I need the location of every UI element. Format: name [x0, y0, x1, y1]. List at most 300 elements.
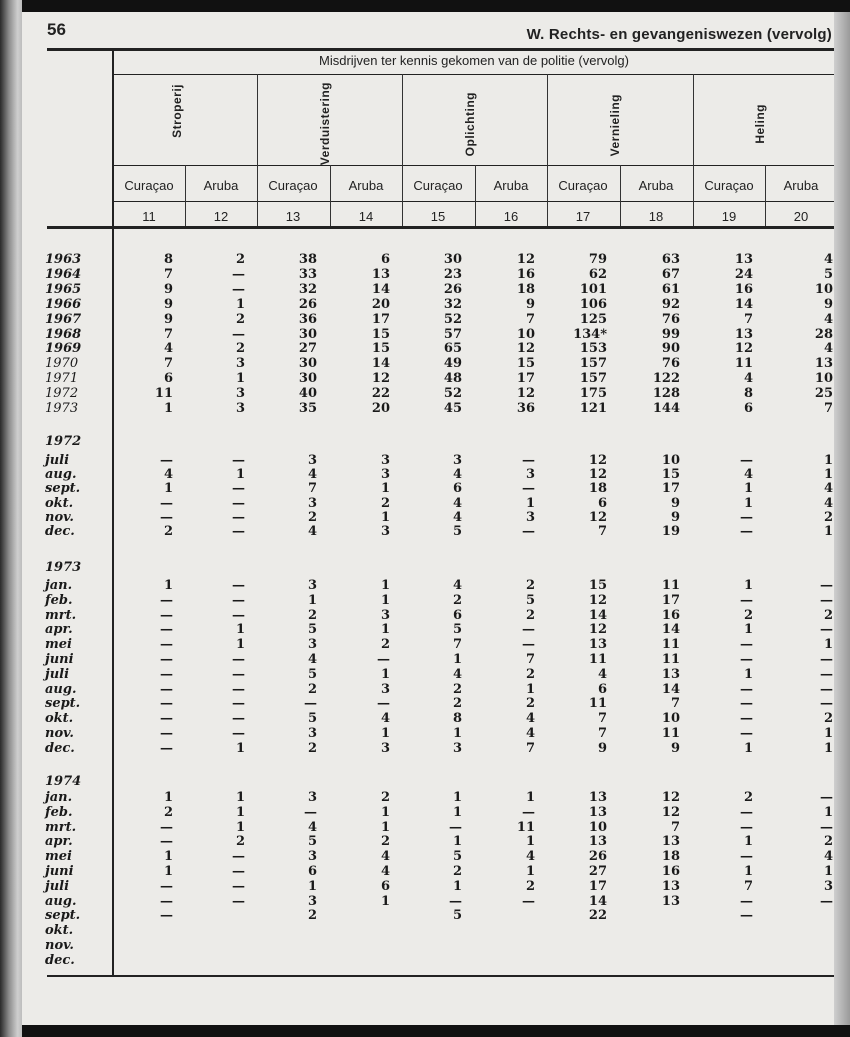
table-cell: 2 — [307, 740, 317, 756]
table-cell: 6 — [380, 878, 390, 894]
table-cell: 11 — [734, 356, 753, 372]
offence-header-stroperij: Stroperij — [170, 84, 184, 138]
table-cell: 8 — [743, 386, 753, 402]
block-heading: 1974 — [45, 774, 82, 789]
table-cell: — — [522, 804, 535, 820]
table-row — [22, 667, 834, 682]
table-cell: 2 — [452, 592, 462, 608]
table-cell: 1 — [743, 864, 753, 879]
table-cell: 3 — [823, 878, 833, 894]
table-cell: 11 — [661, 652, 680, 667]
table-cell: 128 — [652, 386, 680, 402]
row-label: 1968 — [45, 326, 82, 342]
table-cell: 40 — [298, 386, 317, 402]
table-cell: 57 — [443, 326, 462, 342]
table-cell: — — [820, 652, 833, 667]
table-cell: 16 — [661, 864, 680, 879]
table-cell: 157 — [579, 356, 607, 372]
table-cell: 175 — [579, 386, 607, 402]
table-cell: 30 — [298, 356, 317, 372]
row-label: 1969 — [45, 341, 82, 357]
table-cell: 26 — [298, 296, 317, 312]
table-cell: 1 — [743, 481, 753, 497]
row-label: mei — [45, 849, 72, 865]
table-cell: 5 — [452, 908, 462, 924]
table-cell: — — [740, 893, 753, 909]
row-label: juni — [45, 652, 74, 667]
table-cell: 49 — [443, 356, 462, 372]
table-cell: 2 — [743, 607, 753, 623]
table-cell: 14 — [734, 296, 753, 312]
table-cell: 13 — [588, 637, 607, 653]
table-row — [22, 282, 834, 297]
table-cell: 5 — [525, 592, 535, 608]
table-cell: — — [160, 607, 173, 623]
table-cell: 6 — [597, 681, 607, 697]
table-cell: 12 — [371, 371, 390, 387]
offence-header-vernieling: Vernieling — [608, 94, 622, 157]
row-label: 1966 — [45, 296, 82, 312]
table-cell: 4 — [452, 467, 462, 483]
table-cell: 1 — [163, 849, 173, 865]
table-cell: — — [740, 849, 753, 865]
row-label: aug. — [45, 893, 77, 909]
table-cell: 3 — [380, 681, 390, 697]
table-cell: — — [740, 592, 753, 608]
table-cell: 101 — [579, 281, 607, 297]
table-cell: 12 — [588, 592, 607, 608]
table-cell: 3 — [307, 790, 317, 805]
table-cell: 26 — [443, 281, 462, 297]
table-cell: 12 — [661, 790, 680, 805]
table-cell: 4 — [743, 467, 753, 483]
table-cell: 2 — [380, 834, 390, 850]
table-cell: 30 — [298, 371, 317, 387]
table-cell: 1 — [743, 666, 753, 682]
table-cell: 13 — [588, 834, 607, 850]
table-cell: 7 — [525, 652, 535, 667]
column-divider — [257, 74, 258, 226]
table-cell: 4 — [380, 849, 390, 865]
table-cell: — — [740, 681, 753, 697]
table-cell: 2 — [235, 252, 245, 267]
header-bottom-rule — [47, 226, 834, 229]
row-label: 1967 — [45, 311, 82, 327]
table-cell: 52 — [443, 386, 462, 402]
table-row — [22, 908, 834, 923]
table-cell: 4 — [163, 467, 173, 483]
table-cell: 8 — [452, 711, 462, 727]
table-cell: — — [160, 696, 173, 712]
table-cell: 3 — [235, 356, 245, 372]
table-row — [22, 453, 834, 468]
table-cell: — — [160, 592, 173, 608]
row-label: apr. — [45, 834, 73, 850]
table-cell: 3 — [380, 607, 390, 623]
table-cell: — — [449, 893, 462, 909]
row-label: dec. — [45, 952, 75, 968]
table-cell: — — [232, 509, 245, 525]
table-cell: 1 — [235, 622, 245, 638]
table-cell: 16 — [661, 607, 680, 623]
table-row — [22, 578, 834, 593]
row-label: 1973 — [45, 401, 79, 416]
table-cell: 1 — [163, 578, 173, 593]
table-cell: 11 — [588, 652, 607, 667]
table-cell: 11 — [588, 696, 607, 712]
table-cell: 1 — [235, 790, 245, 805]
table-cell: 13 — [661, 666, 680, 682]
table-row — [22, 327, 834, 342]
table-cell: 67 — [661, 266, 680, 282]
table-cell: 65 — [443, 341, 462, 357]
table-row — [22, 923, 834, 938]
table-cell: 2 — [525, 666, 535, 682]
table-cell: 36 — [516, 401, 535, 416]
table-cell: 4 — [163, 341, 173, 357]
table-cell: — — [522, 453, 535, 468]
table-cell: 1 — [380, 804, 390, 820]
table-cell: — — [522, 622, 535, 638]
table-cell: 9 — [163, 311, 173, 327]
table-cell: 92 — [661, 296, 680, 312]
table-cell: 16 — [516, 266, 535, 282]
table-cell: 13 — [588, 790, 607, 805]
table-cell: 13 — [734, 326, 753, 342]
table-cell: 1 — [525, 834, 535, 850]
table-row — [22, 834, 834, 849]
table-cell: — — [740, 804, 753, 820]
row-label: 1964 — [45, 266, 82, 282]
table-cell: 19 — [661, 524, 680, 539]
table-cell: 2 — [307, 681, 317, 697]
table-cell: 3 — [235, 386, 245, 402]
table-cell: 14 — [661, 681, 680, 697]
table-cell: 12 — [661, 804, 680, 820]
table-cell: 5 — [452, 622, 462, 638]
table-cell: — — [232, 592, 245, 608]
table-row — [22, 252, 834, 267]
table-cell: 30 — [298, 326, 317, 342]
row-label: 1965 — [45, 281, 82, 297]
table-cell: 5 — [307, 666, 317, 682]
table-row — [22, 593, 834, 608]
table-cell: 11 — [516, 819, 535, 835]
table-row — [22, 790, 834, 805]
table-row — [22, 696, 834, 711]
table-row — [22, 371, 834, 386]
table-cell: 2 — [307, 607, 317, 623]
table-cell: 6 — [743, 401, 753, 416]
row-label: feb. — [45, 592, 73, 608]
column-number: 14 — [358, 209, 374, 224]
table-cell: 2 — [525, 878, 535, 894]
table-row — [22, 741, 834, 756]
table-cell: — — [160, 637, 173, 653]
table-cell: 4 — [307, 652, 317, 667]
block-heading: 1972 — [45, 434, 82, 449]
table-cell: — — [160, 819, 173, 835]
table-row — [22, 849, 834, 864]
row-label: jan. — [45, 790, 73, 805]
table-cell: 3 — [380, 740, 390, 756]
table-cell: 15 — [516, 356, 535, 372]
table-cell: 7 — [452, 637, 462, 653]
table-cell: 12 — [516, 341, 535, 357]
column-number: 20 — [793, 209, 809, 224]
table-cell: 10 — [661, 453, 680, 468]
table-cell: 1 — [452, 804, 462, 820]
table-cell: 5 — [307, 711, 317, 727]
table-cell: 36 — [298, 311, 317, 327]
row-label: mrt. — [45, 819, 77, 835]
table-cell: 10 — [588, 819, 607, 835]
table-cell: — — [232, 652, 245, 667]
table-cell: 2 — [452, 681, 462, 697]
column-number: 19 — [721, 209, 737, 224]
table-cell: — — [820, 819, 833, 835]
table-cell: — — [232, 578, 245, 593]
table-cell: 4 — [307, 524, 317, 539]
row-label: okt. — [45, 711, 74, 727]
table-cell: 9 — [163, 296, 173, 312]
table-cell: 6 — [380, 252, 390, 267]
table-cell: — — [820, 681, 833, 697]
table-cell: 5 — [307, 622, 317, 638]
row-label: dec. — [45, 524, 75, 539]
book-gutter — [0, 0, 22, 1037]
title-rule — [113, 74, 834, 75]
running-head: W. Rechts- en gevangeniswezen (vervolg) — [526, 26, 832, 43]
table-cell: 61 — [661, 281, 680, 297]
table-cell: 24 — [734, 266, 753, 282]
table-cell: 106 — [579, 296, 607, 312]
table-cell: 2 — [452, 864, 462, 879]
table-cell: 4 — [452, 578, 462, 593]
table-cell: — — [522, 524, 535, 539]
table-cell: 10 — [814, 281, 833, 297]
table-cell: — — [232, 726, 245, 741]
table-cell: 1 — [823, 864, 833, 879]
table-cell: 4 — [525, 711, 535, 727]
table-cell: — — [740, 453, 753, 468]
region-header: Aruba — [638, 178, 674, 193]
region-header: Curaçao — [268, 178, 318, 193]
table-cell: 15 — [588, 578, 607, 593]
table-cell: 4 — [823, 481, 833, 497]
table-cell: 7 — [743, 311, 753, 327]
table-row — [22, 401, 834, 416]
table-cell: — — [160, 908, 173, 924]
table-cell: — — [160, 652, 173, 667]
table-cell: 22 — [371, 386, 390, 402]
table-cell: 90 — [661, 341, 680, 357]
table-cell: 3 — [380, 453, 390, 468]
table-cell: 2 — [452, 696, 462, 712]
table-cell: 9 — [823, 296, 833, 312]
table-cell: — — [820, 622, 833, 638]
table-row — [22, 524, 834, 539]
table-cell: 48 — [443, 371, 462, 387]
table-cell: 4 — [823, 252, 833, 267]
table-cell: — — [160, 453, 173, 468]
table-cell: 4 — [823, 495, 833, 511]
table-cell: 3 — [307, 453, 317, 468]
table-cell: — — [232, 681, 245, 697]
table-cell: 1 — [823, 467, 833, 483]
table-cell: 3 — [452, 453, 462, 468]
table-row — [22, 267, 834, 282]
row-label: 1963 — [45, 252, 82, 267]
table-cell: 1 — [452, 878, 462, 894]
row-label: feb. — [45, 804, 73, 820]
row-label: aug. — [45, 681, 77, 697]
table-row — [22, 805, 834, 820]
table-row — [22, 726, 834, 741]
table-cell: — — [160, 495, 173, 511]
table-cell: 26 — [588, 849, 607, 865]
region-header: Curaçao — [704, 178, 754, 193]
table-cell: 99 — [661, 326, 680, 342]
region-rule — [113, 201, 834, 202]
column-divider — [547, 74, 548, 226]
table-cell: 4 — [743, 371, 753, 387]
table-cell: 10 — [516, 326, 535, 342]
table-cell: 63 — [661, 252, 680, 267]
table-row — [22, 953, 834, 968]
table-cell: — — [232, 849, 245, 865]
table-cell: — — [232, 524, 245, 539]
table-cell: — — [232, 864, 245, 879]
table-cell: 1 — [163, 864, 173, 879]
row-label: nov. — [45, 938, 74, 953]
table-cell: 15 — [661, 467, 680, 483]
table-cell: 2 — [307, 509, 317, 525]
table-cell: 3 — [525, 467, 535, 483]
page-edge — [834, 12, 850, 1025]
table-cell: 5 — [452, 524, 462, 539]
table-cell: — — [449, 819, 462, 835]
table-cell: 1 — [525, 790, 535, 805]
table-cell: — — [232, 607, 245, 623]
column-number: 12 — [213, 209, 229, 224]
table-cell: 125 — [579, 311, 607, 327]
table-cell: 3 — [380, 467, 390, 483]
table-cell: 6 — [307, 864, 317, 879]
table-cell: — — [740, 637, 753, 653]
table-cell: 1 — [452, 834, 462, 850]
table-cell: 18 — [588, 481, 607, 497]
table-cell: 1 — [380, 509, 390, 525]
table-cell: 13 — [661, 878, 680, 894]
region-header: Aruba — [783, 178, 819, 193]
table-cell: 76 — [661, 356, 680, 372]
table-cell: — — [377, 652, 390, 667]
table-cell: 12 — [516, 386, 535, 402]
table-cell: 7 — [670, 696, 680, 712]
table-cell: 14 — [588, 607, 607, 623]
column-number: 13 — [285, 209, 301, 224]
table-cell: 52 — [443, 311, 462, 327]
table-cell: 15 — [371, 341, 390, 357]
table-cell: — — [232, 878, 245, 894]
table-cell: 8 — [163, 252, 173, 267]
table-cell: 1 — [380, 893, 390, 909]
table-cell: — — [160, 726, 173, 741]
table-cell: 6 — [452, 607, 462, 623]
table-cell: 7 — [307, 481, 317, 497]
table-cell: 2 — [525, 607, 535, 623]
table-cell: 1 — [823, 740, 833, 756]
table-cell: 14 — [371, 281, 390, 297]
column-divider — [693, 74, 694, 226]
offence-header-oplichting: Oplichting — [463, 92, 477, 157]
table-row — [22, 608, 834, 623]
row-label: 1970 — [45, 356, 79, 372]
table-cell: 2 — [743, 790, 753, 805]
table-cell: 2 — [235, 834, 245, 850]
table-cell: 3 — [307, 726, 317, 741]
table-cell: 3 — [452, 740, 462, 756]
table-cell: 32 — [443, 296, 462, 312]
table-cell: — — [232, 696, 245, 712]
column-number: 11 — [142, 209, 156, 224]
block-heading: 1973 — [45, 560, 82, 575]
table-cell: 1 — [823, 524, 833, 539]
table-cell: 4 — [823, 311, 833, 327]
table-cell: 7 — [597, 711, 607, 727]
table-cell: 1 — [235, 740, 245, 756]
table-cell: 20 — [371, 401, 390, 416]
table-cell: 10 — [661, 711, 680, 727]
table-cell: — — [232, 495, 245, 511]
table-cell: — — [304, 804, 317, 820]
table-cell: — — [820, 578, 833, 593]
table-cell: 9 — [670, 509, 680, 525]
row-label: mrt. — [45, 607, 77, 623]
table-cell: 3 — [307, 893, 317, 909]
table-cell: — — [160, 509, 173, 525]
table-cell: 1 — [307, 878, 317, 894]
table-cell: 7 — [597, 524, 607, 539]
table-row — [22, 510, 834, 525]
table-cell: 7 — [163, 326, 173, 342]
table-cell: 1 — [163, 401, 173, 416]
table-cell: 1 — [235, 296, 245, 312]
row-label: juli — [45, 666, 70, 682]
row-label: dec. — [45, 740, 75, 756]
table-cell: 30 — [443, 252, 462, 267]
table-cell: 4 — [452, 666, 462, 682]
table-cell: — — [820, 666, 833, 682]
table-cell: 17 — [516, 371, 535, 387]
table-cell: — — [232, 453, 245, 468]
table-cell: 1 — [823, 453, 833, 468]
table-cell: 4 — [452, 495, 462, 511]
table-cell: 1 — [452, 652, 462, 667]
table-cell: 1 — [743, 495, 753, 511]
table-cell: — — [304, 696, 317, 712]
table-cell: 35 — [298, 401, 317, 416]
table-cell: — — [740, 908, 753, 924]
table-cell: — — [740, 819, 753, 835]
table-cell: — — [820, 893, 833, 909]
table-row — [22, 356, 834, 371]
table-cell: 1 — [380, 592, 390, 608]
region-header: Curaçao — [413, 178, 463, 193]
table-cell: 4 — [380, 864, 390, 879]
row-label: 1971 — [45, 371, 79, 387]
